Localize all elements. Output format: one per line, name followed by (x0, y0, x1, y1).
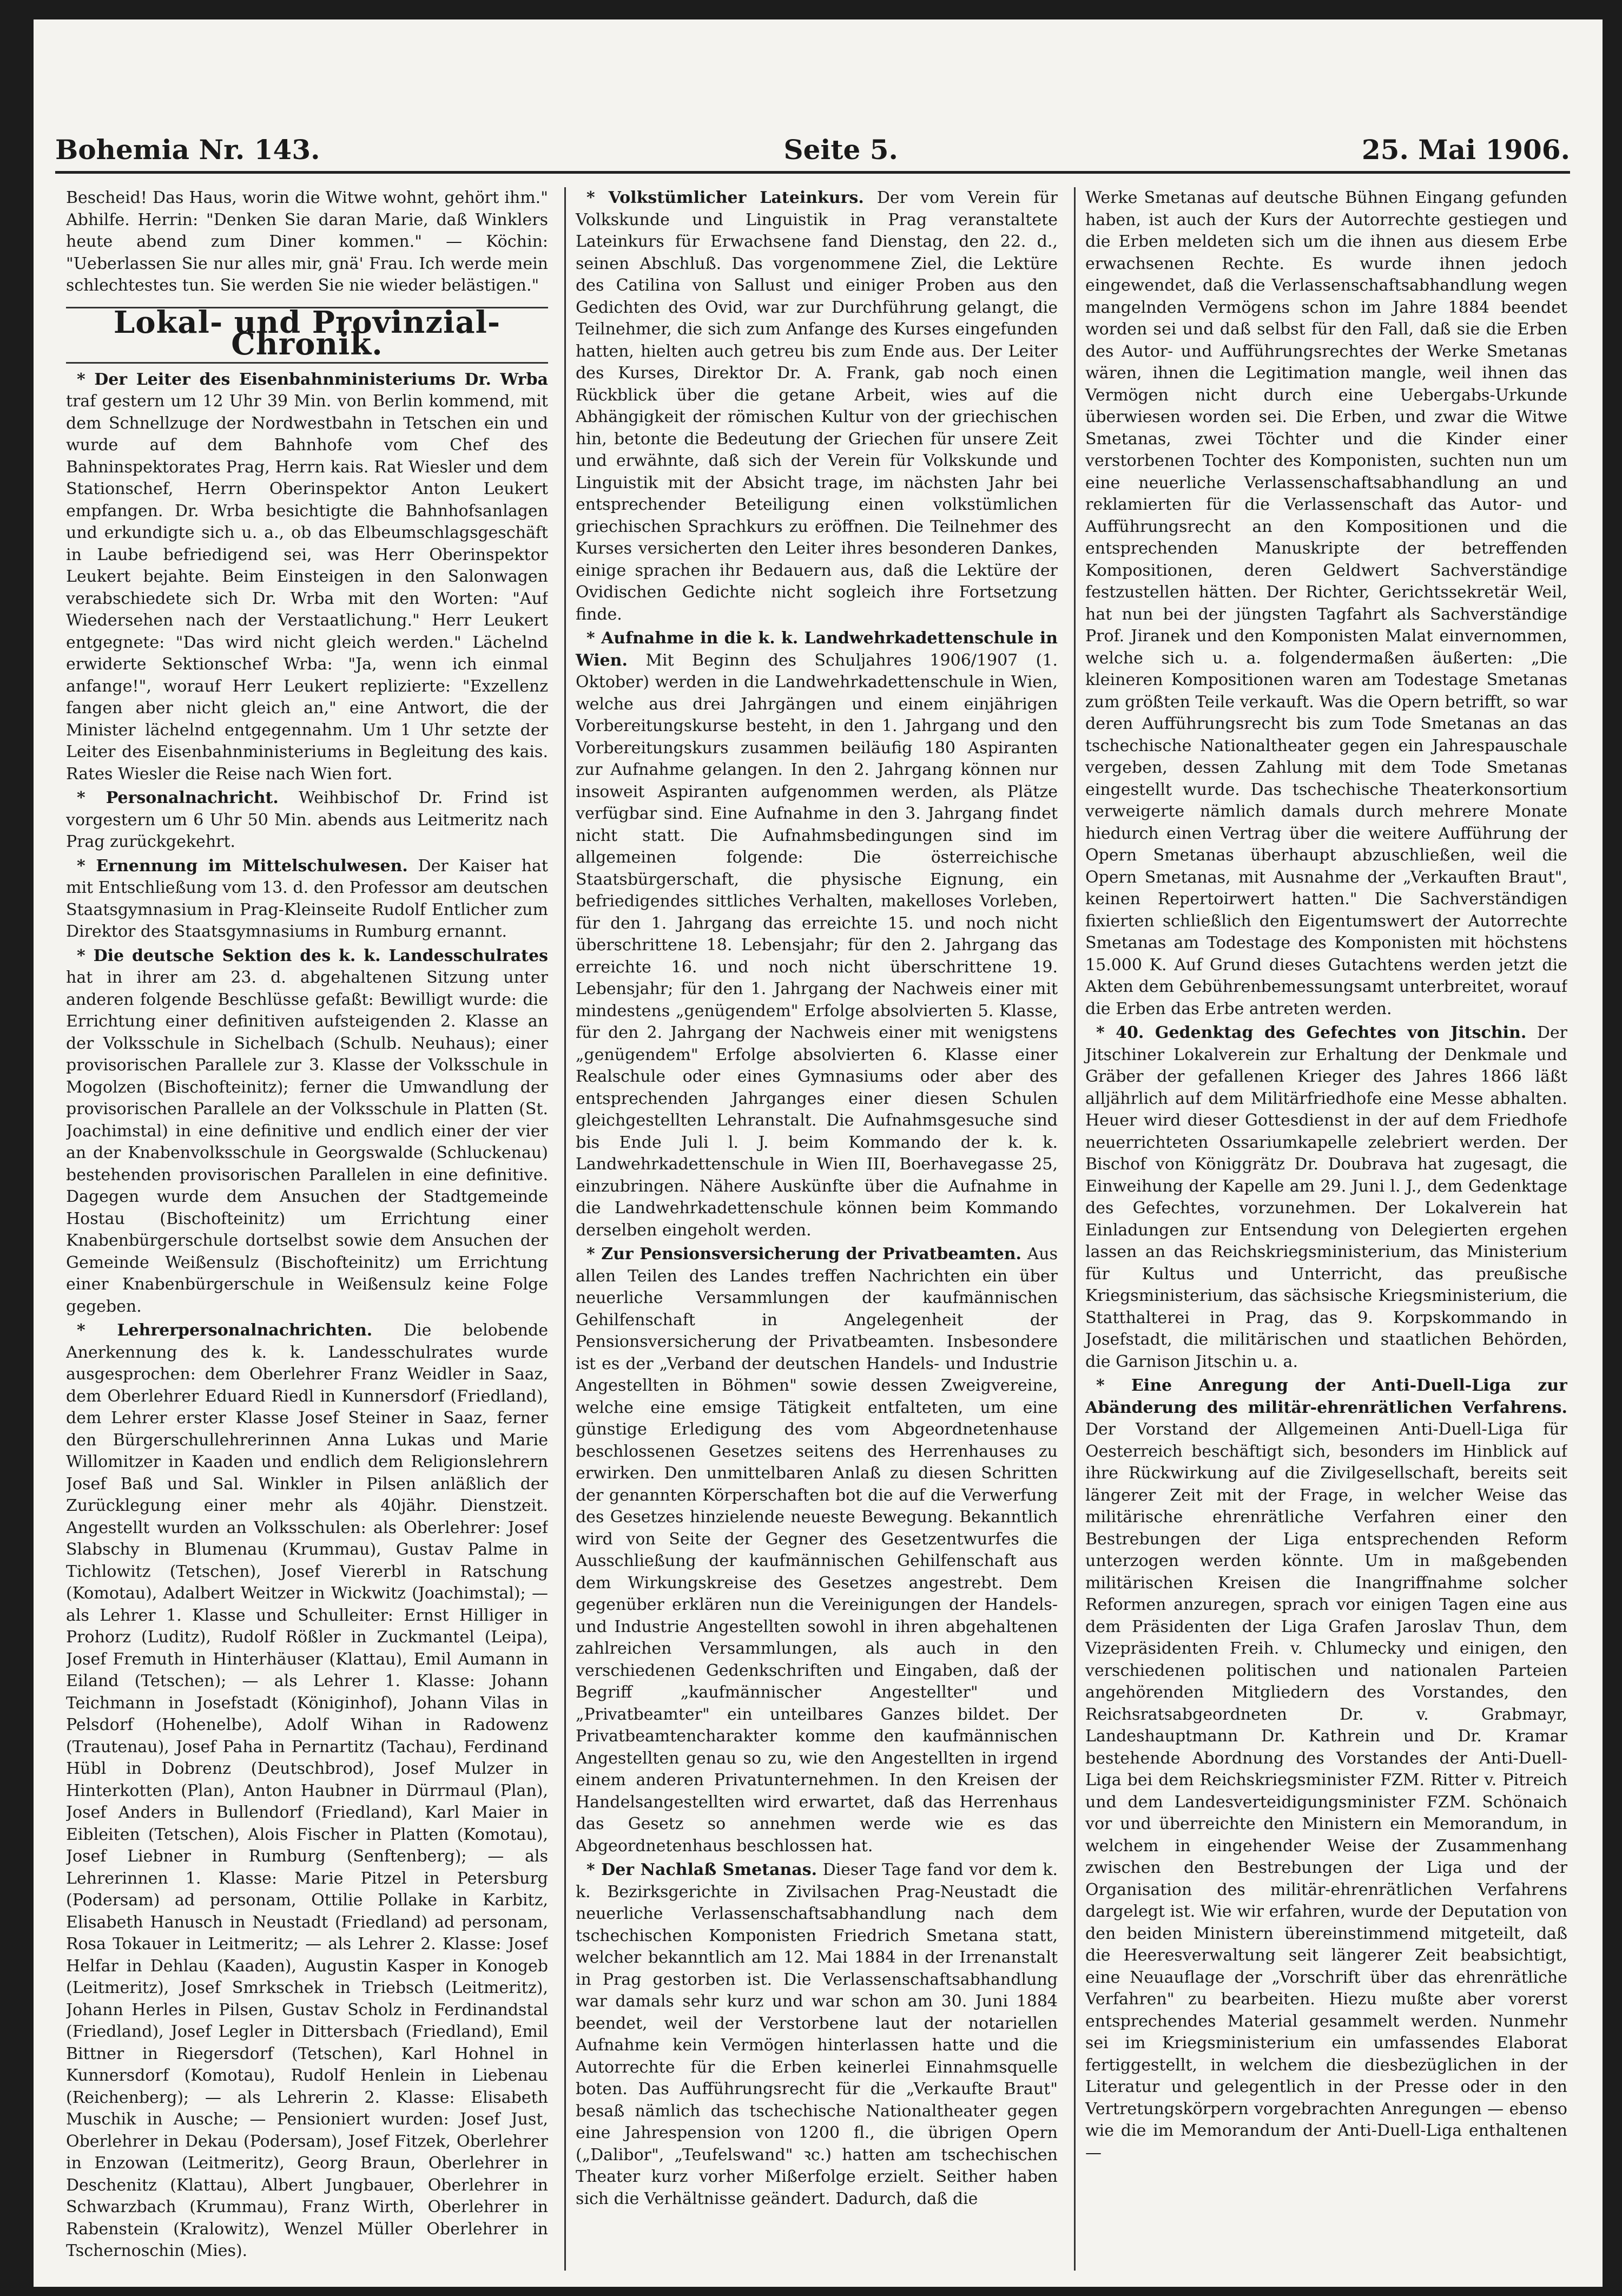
article-paragraph (576, 1859, 1058, 2210)
article-body: Dieser Tage fand vor dem k. k. Bezirksgerichte in Zivilsachen Prag-Neustadt die neuerliche Verlassenschaftsabhandlung nach dem tschechischen Komponisten Friedrich Smetana statt, welcher bekanntlich am 12. Mai 1884 in der Irrenanstalt in Prag gestorben ist. Die Verlassenschaftsabhandlung war damals sehr kurz und war schon am 30. Juni 1884 beendet, weil der Verstorbene laut der notariellen Aufnahme kein Vermögen hinterlassen hatte und die Autorrechte für die Erben keinerlei Einnahmsquelle boten. Das Aufführungsrecht für die „Verkaufte Braut" besaß nämlich das tschechische Nationaltheater gegen eine Jahrespension von 1200 fl., die übrigen Opern („Dalibor", „Teufelswand" ꝛc.) hatten am tschechischen Theater kurz vorher Mißerfolge erzielt. Seither haben sich die Verhältnisse geändert. Dadurch, daß die (576, 1860, 1058, 2208)
article-headline: * 40. Gedenktag des Gefechtes von Jitschin. (1096, 1023, 1527, 1042)
column-2 (564, 187, 1058, 2271)
article-paragraph (1085, 1022, 1567, 1373)
article-body: Der Vorstand der Allgemeinen Anti-Duell-Liga für Oesterreich beschäftigt sich, besonders im Hinblick auf ihre Rückwirkung auf die Zivilgesellschaft, bereits seit längerer Zeit mit der Frage, in welcher Weise das militärische ehrenrätliche Verfahren einer den Bestrebungen der Liga entsprechenden Reform unterzogen werden könnte. Um in maßgebenden militärischen Kreisen die Inangriffnahme solcher Reformen anzuregen, sprach vor einigen Tagen eine aus dem Präsidenten der Liga Grafen Jaroslav Thun, dem Vizepräsidenten Freih. v. Chlumecky und einigen, den verschiedenen politischen und nationalen Parteien angehörenden Mitgliedern des Vorstandes, den Reichsratsabgeordneten Dr. v. Grabmayr, Landeshauptmann Dr. Kathrein und Dr. Kramar bestehende Abordnung des Vorstandes der Anti-Duell-Liga bei dem Reichskriegsminister FZM. Ritter v. Pitreich und dem Landesverteidigungsminister FZM. Schönaich vor und überreichte den Ministern ein Memorandum, in welchem in eingehender Weise der Zusammenhang zwischen den Bestrebungen der Liga und der Organisation des militär-ehrenrätlichen Verfahrens dargelegt ist. Wie wir erfahren, wurde der Deputation von den beiden Ministern übereinstimmend mitgeteilt, daß die Heeresverwaltung seit längerer Zeit beabsichtigt, eine Neuauflage der „Vorschrift über das ehrenrätliche Verfahren" zu bearbeiten. Hiezu mußte aber vorerst entsprechendes Material gesammelt werden. Nunmehr sei im Kriegsministerium ein umfassendes Elaborat fertiggestellt, in welchem die diesbezüglichen in der Literatur und gelegentlich in der Presse oder in den Vertretungskörpern vorgebrachten Anregungen — ebenso wie die im Memorandum der Anti-Duell-Liga enthaltenen — (1085, 1420, 1567, 2162)
article-paragraph (66, 787, 548, 853)
article-paragraph (66, 856, 548, 943)
article-body: Der vom Verein für Volkskunde und Linguistik in Prag veranstaltete Lateinkurs für Erwachsene fand Dienstag, den 22. d., seinen Abschluß. Das vorgenommene Ziel, die Lektüre des Catilina von Sallust und einiger Proben aus den Gedichten des Ovid, war zur Durchführung gelangt, die Teilnehmer, die sich zum Anfange des Kurses eingefunden hatten, hielten auch getreu bis zum Ende aus. Der Leiter des Kurses, Direktor Dr. A. Frank, gab noch einen Rückblick über die getane Arbeit, wies auf die Abhängigkeit der römischen Kultur von der griechischen hin, betonte die Bedeutung der Griechen für unsere Zeit und erwähnte, daß sich der Verein für Volkskunde und Linguistik mit der Absicht trage, im nächsten Jahr bei entsprechender Beteiligung einen volkstümlichen griechischen Sprachkurs zu eröffnen. Die Teilnehmer des Kurses versicherten den Leiter ihres besonderen Dankes, einige sprachen ihr Bedauern aus, daß die Lektüre der Ovidischen Gedichte nicht sogleich ihre Fortsetzung finde. (576, 188, 1058, 624)
article-body: Die belobende Anerkennung des k. k. Landesschulrates wurde ausgesprochen: dem Oberlehrer Franz Weidler in Saaz, dem Oberlehrer Eduard Riedl in Kunnersdorf (Friedland), dem Lehrer erster Klasse Josef Steiner in Saaz, ferner den Bürgerschullehrerinnen Anna Lukas und Marie Willomitzer in Kaaden und endlich dem Religionslehrern Josef Baß und Sal. Winkler in Pilsen anläßlich der Zurücklegung einer mehr als 40jähr. Dienstzeit. Angestellt wurden an Volksschulen: als Oberlehrer: Josef Slabschy in Blumenau (Krummau), Gustav Palme in Tichlowitz (Tetschen), Josef Viererbl in Ratschung (Komotau), Adalbert Weitzer in Wickwitz (Joachimstal); — als Lehrer 1. Klasse und Schulleiter: Ernst Hilliger in Prohorz (Luditz), Rudolf Rößler in Zuckmantel (Leipa), Josef Fremuth in Hinterhäuser (Klattau), Emil Aumann in Eiland (Tetschen); — als Lehrer 1. Klasse: Johann Teichmann in Josefstadt (Königinhof), Johann Vilas in Pelsdorf (Hohenelbe), Adolf Wihan in Radowenz (Trautenau), Josef Paha in Pernartitz (Tachau), Ferdinand Hübl in Dobrenz (Deutschbrod), Josef Mulzer in Hinterkotten (Plan), Anton Haubner in Dürrmaul (Plan), Josef Anders in Bullendorf (Friedland), Karl Maier in Eibleiten (Tetschen), Alois Fischer in Platten (Komotau), Josef Liebner in Rumburg (Senftenberg); — als Lehrerinnen 1. Klasse: Marie Pitzel in Petersburg (Podersam) ad personam, Ottilie Pollake in Karbitz, Elisabeth Hanusch in Neustadt (Friedland) ad personam, Rosa Tokauer in Leitmeritz; — als Lehrer 2. Klasse: Josef Helfar in Dehlau (Kaaden), Augustin Kasper in Konogeb (Leitmeritz), Josef Smrkschek in Triebsch (Leitmeritz), Johann Herles in Pilsen, Gustav Scholz in Ferdinandstal (Friedland), Josef Legler in Dittersbach (Friedland), Emil Bittner in Riegersdorf (Tetschen), Karl Hohnel in Kunnersdorf (Komotau), Rudolf Henlein in Liebenau (Reichenberg); — als Lehrerin 2. Klasse: Elisabeth Muschik in Ausche; — Pensioniert wurden: Josef Just, Oberlehrer in Dekau (Podersam), Josef Fitzek, Oberlehrer in Enzowan (Leitmeritz), Georg Braun, Oberlehrer in Deschenitz (Klattau), Albert Jungbauer, Oberlehrer in Schwarzbach (Krummau), Franz Wirth, Oberlehrer in Rabenstein (Kralowitz), Wenzel Müller Oberlehrer in Tschernoschin (Mies). (66, 1321, 548, 2260)
article-headline: * Die deutsche Sektion des k. k. Landesschulrates (77, 946, 548, 965)
article-paragraph (66, 945, 548, 1318)
article-headline: * Der Leiter des Eisenbahnministeriums Dr. Wrba (77, 370, 548, 389)
article-paragraph (66, 1320, 548, 2262)
article-paragraph (576, 187, 1058, 626)
article-body: Der Kaiser hat mit Entschließung vom 13. d. den Professor am deutschen Staatsgymnasium in Prag-Kleinseite Rudolf Entlicher zum Direktor des Staatsgymnasiums in Rumburg ernannt. (66, 856, 548, 941)
article-headline: * Der Nachlaß Smetanas. (586, 1860, 817, 1879)
article-headline: * Personalnachricht. (77, 788, 279, 807)
publication-number: Bohemia Nr. 143. (55, 134, 320, 166)
article-body: hat in ihrer am 23. d. abgehaltenen Sitzung unter anderen folgende Beschlüsse gefaßt: Bewilligt wurde: die Errichtung einer definitiven aufsteigenden 2. Klasse an der Volksschule in Sichelbach (Schulb. Neuhaus); einer provisorischen Parallele zur 3. Klasse der Volksschule in Mogolzen (Bischofteinitz); ferner die Umwandlung der provisorischen Parallele an der Volksschule in Platten (St. Joachimstal) in eine definitive und endlich einer der vier an der Knabenvolksschule in Georgswalde (Schluckenau) bestehenden provisorischen Parallelen in eine definitive. Dagegen wurde dem Ansuchen der Stadtgemeinde Hostau (Bischofteinitz) um Errichtung einer Knabenbürgerschule dortselbst sowie dem Ansuchen der Gemeinde Weißensulz (Bischofteinitz) um Errichtung einer Knabenbürgerschule in Weißensulz keine Folge gegeben. (66, 968, 548, 1316)
column-1-top-text: Bescheid! Das Haus, worin die Witwe wohnt, gehört ihm." Abhilfe. Herrin: "Denken Sie daran Marie, daß Winklers heute abend zum Diner kommen." — Köchin: "Ueberlassen Sie nur alles mir, gnä' Frau. Ich werde mein schlechtestes tun. Sie werden Sie nie wieder belästigen." (66, 188, 548, 295)
article-paragraph (576, 1244, 1058, 1857)
article-headline: * Ernennung im Mittelschulwesen. (77, 856, 408, 876)
article-columns (66, 187, 1567, 2271)
article-body: Weihbischof Dr. Frind ist vorgestern um 6 Uhr 50 Min. abends aus Leitmeritz nach Prag zurückgekehrt. (66, 788, 548, 851)
article-body: Aus allen Teilen des Landes treffen Nachrichten ein über neuerliche Versammlungen der kaufmännischen Gehilfenschaft in Angelegenheit der Pensionsversicherung der Privatbeamten. Insbesondere ist es der „Verband der deutschen Handels- und Industrie Angestellten in Böhmen" sowie dessen Zweigvereine, welche eine emsige Tätigkeit entfalteten, um eine günstige Erledigung des vom Abgeordnetenhause beschlossenen Gesetzes seitens des Herrenhauses zu erwirken. Den unmittelbaren Anlaß zu diesen Schritten der genannten Körperschaften bot die auf die Verwerfung des Gesetzes hinzielende neueste Bewegung. Bekanntlich wird von Seite der Gegner des Gesetzentwurfes die Ausschließung der kaufmännischen Gehilfenschaft aus dem Wirkungskreise des Gesetzes angestrebt. Dem gegenüber erklären nun die Vereinigungen der Handels- und Industrie Angestellten sowohl in ihren abgehaltenen zahlreichen Versammlungen, als auch in den verschiedenen Gedenkschriften und Eingaben, daß der Begriff „kaufmännischer Angestellter" und „Privatbeamter" ein unteilbares Ganzes bildet. Der Privatbeamtencharakter komme den kaufmännischen Angestellten genau so zu, wie den Angestellten in irgend einem anderen Privatunternehmen. In den Kreisen der Handelsangestellten wird erwartet, daß das Herrenhaus das Gesetz so annehmen werde wie es das Abgeordnetenhaus beschlossen hat. (576, 1245, 1058, 1856)
article-body: Mit Beginn des Schuljahres 1906/1907 (1. Oktober) werden in die Landwehrkadettenschule in Wien, welche aus drei Jahrgängen und einem einjährigen Vorbereitungskurse besteht, in den 1. Jahrgang und den Vorbereitungskurs zusammen beiläufig 180 Aspiranten zur Aufnahme gelangen. In den 2. Jahrgang können nur insoweit Aspiranten aufgenommen werden, als Plätze verfügbar sind. Eine Aufnahme in den 3. Jahrgang findet nicht statt. Die Aufnahmsbedingungen sind im allgemeinen folgende: Die österreichische Staatsbürgerschaft, die physische Eignung, ein befriedigendes sittliches Verhalten, makelloses Vorleben, für den 1. Jahrgang das erreichte 15. und noch nicht überschrittene 18. Lebensjahr; für den 2. Jahrgang das erreichte 16. und noch nicht überschrittene 19. Lebensjahr; für den 1. Jahrgang der Nachweis einer mit mindestens „genügendem" Erfolge absolvierten 5. Klasse, für den 2. Jahrgang der Nachweis einer mit wenigstens „genügendem" Erfolge absolvierten 6. Klasse einer Realschule oder eines Gymnasiums oder aber des entsprechenden Jahrganges einer diesen Schulen gleichgestellten Lehranstalt. Die Aufnahmsgesuche sind bis Ende Juli l. J. beim Kommando der k. k. Landwehrkadettenschule in Wien III, Boerhavegasse 25, einzubringen. Nähere Auskünfte über die Aufnahme in die Landwehrkadettenschule können beim Kommando derselben eingeholt werden. (576, 650, 1058, 1240)
article-headline: * Zur Pensionsversicherung der Privatbeamten. (586, 1245, 1021, 1264)
article-body: traf gestern um 12 Uhr 39 Min. von Berlin kommend, mit dem Schnellzuge der Nordwestbahn in Tetschen ein und wurde auf dem Bahnhofe vom Chef des Bahninspektorates Prag, Herrn kais. Rat Wiesler und dem Stationschef, Herrn Oberinspektor Anton Leukert empfangen. Dr. Wrba besichtigte die Bahnhofsanlagen und erkundigte sich u. a., ob das Elbeumschlagsgeschäft in Laube befriedigend sei, was Herr Oberinspektor Leukert bejahte. Beim Einsteigen in den Salonwagen verabschiedete sich Dr. Wrba mit den Worten: "Auf Wiedersehen nach der Verstaatlichung." Herr Leukert entgegnete: "Das wird nicht gleich werden." Lächelnd erwiderte Sektionschef Wrba: "Ja, wenn ich einmal anfange!", worauf Herr Leukert replizierte: "Exzellenz fangen aber nicht gleich an," eine Antwort, die der Minister lächelnd entgegennahm. Um 1 Uhr setzte der Leiter des Eisenbahnministeriums in Begleitung des kais. Rates Wiesler die Reise nach Wien fort. (66, 392, 548, 784)
article-headline: * Lehrerpersonalnachrichten. (77, 1321, 373, 1340)
article-paragraph (576, 628, 1058, 1241)
column-1 (66, 187, 548, 2271)
article-body: Der Jitschiner Lokalverein zur Erhaltung der Denkmale und Gräber der gefallenen Krieger des Jahres 1866 läßt alljährlich auf dem Militärfriedhofe eine Messe abhalten. Heuer wird dieser Gottesdienst in der auf dem Friedhofe neuerrichteten Ossariumkapelle zelebriert werden. Der Bischof von Königgrätz Dr. Doubrava hat zugesagt, die Einweihung der Kapelle am 29. Juni l. J., dem Gedenktage des Gefechtes, vorzunehmen. Der Lokalverein hat Einladungen zur Entsendung von Delegierten ergehen lassen an das Reichskriegsministerium, das Ministerium für Kultus und Unterricht, das preußische Kriegsministerium, das sächsische Kriegsministerium, die Statthalterei in Prag, das 9. Korpskommando in Josefstadt, die militärischen und staatlichen Behörden, die Garnison Jitschin u. a. (1085, 1023, 1567, 1371)
page-number: Seite 5. (783, 134, 898, 166)
section-title: Lokal- und Provinzial-Chronik. (66, 307, 548, 364)
issue-date: 25. Mai 1906. (1361, 134, 1570, 166)
article-headline: * Aufnahme in die k. k. Landwehrkadettenschule in Wien. (576, 629, 1058, 670)
article-continuation: Werke Smetanas auf deutsche Bühnen Eingang gefunden haben, ist auch der Kurs der Autorrechte gestiegen und die Erben meldeten sich um die ihnen aus diesem Erbe erwachsenen Rechte. Es wurde ihnen jedoch eingewendet, daß die Verlassenschaftsabhandlung wegen mangelnden Vermögens schon im Jahre 1884 beendet worden sei und daß selbst für den Fall, daß sie die Erben des Autor- und Aufführungsrechtes der Werke Smetanas wären, ihnen die Legitimation mangle, weil ihnen das Vermögen nicht durch eine Uebergabs-Urkunde überwiesen worden sei. Die Erben, und zwar die Witwe Smetanas, zwei Töchter und die Kinder einer verstorbenen Tochter des Komponisten, suchten nun um eine neuerliche Verlassenschaftsabhandlung an und reklamierten für die Verlassenschaft das Autor- und Aufführungsrecht an den Kompositionen und die entsprechenden Manuskripte der betreffenden Kompositionen, deren Geldwert Sachverständige festzustellen hätten. Der Richter, Gerichtssekretär Weil, hat nun bei der jüngsten Tagfahrt als Sachverständige Prof. Jiranek und den Komponisten Malat einvernommen, welche sich u. a. folgendermaßen äußerten: „Die kleineren Kompositionen waren am Todestage Smetanas zum größten Teile verkauft. Was die Opern betrifft, so war deren Aufführungsrecht bis zum Tode Smetanas an das tschechische Nationaltheater gegen ein Jahrespauschale vergeben, dessen Zahlung mit dem Tode Smetanas eingestellt wurde. Das tschechische Theaterkonsortium verweigerte nämlich damals durch mehrere Monate hiedurch einen Vertrag über die weitere Aufführung der Opern Smetanas überhaupt abzuschließen, weil die Opern Smetanas, mit Ausnahme der „Verkauften Braut", keinen Repertoirwert hatten." Die Sachverständigen fixierten schließlich den Eigentumswert der Autorrechte Smetanas am Todestage des Komponisten mit höchstens 15.000 K. Auf Grund dieses Gutachtens werden jetzt die Akten dem Gebührenbemessungsamt unterbreitet, worauf die Erben das Erbe antreten werden. (1085, 188, 1567, 1018)
newspaper-page (34, 19, 1603, 2287)
article-paragraph (1085, 1375, 1567, 2164)
article-paragraph (66, 369, 548, 786)
column-3 (1074, 187, 1567, 2271)
page-header (55, 122, 1570, 174)
article-headline: * Eine Anregung der Anti-Duell-Liga zur Abänderung des militär-ehrenrätlichen Verfahrens. (1085, 1376, 1567, 1417)
article-headline: * Volkstümlicher Lateinkurs. (586, 188, 864, 207)
